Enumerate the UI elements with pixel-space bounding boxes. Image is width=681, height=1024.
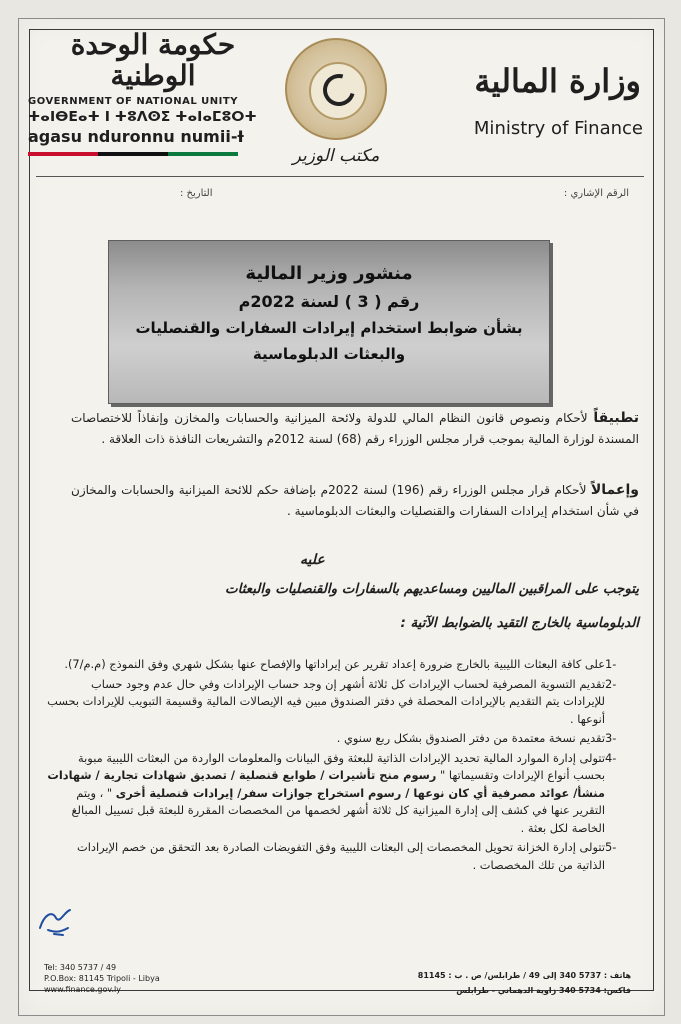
circular-title: منشور وزير المالية xyxy=(245,263,413,284)
footer-pobox: P.O.Box: 81145 Tripoli - Libya xyxy=(44,974,160,983)
preamble-paragraph-2: وإعمالاً لأحكام قرار مجلس الوزراء رقم (196) لسنة 2022م بإضافة حكم للائحة الميزانية والحسابات والمخازن في شأن استخدام إيرادات السفارات والقنصليات والبعثات الدبلوماسية . xyxy=(71,482,639,518)
preamble-paragraph-1: تطبيقاً لأحكام ونصوص قانون النظام المالي للدولة ولائحة الميزانية والحسابات والمخازن وإنفاذاً للاختصاصات المسندة لوزارة المالية بموجب قرار مجلس الوزراء رقم (68) لسنة 2012م والتشريعات النافذة ذات العلاقة . xyxy=(71,410,639,446)
rules-list xyxy=(47,656,637,876)
reference-number-label: الرقم الإشاري : xyxy=(563,188,629,199)
handwritten-signature-icon xyxy=(34,900,78,942)
footer-contact-en xyxy=(44,962,160,995)
date-label: التاريخ : xyxy=(180,188,213,199)
circular-subject-cont: والبعثات الدبلوماسية xyxy=(252,345,406,363)
circular-title-box xyxy=(108,240,550,404)
header-divider xyxy=(36,176,644,177)
footer-fax-ar: فاكس: 5734 340 زاوية الدهماني - طرابلس xyxy=(456,986,631,995)
government-name-arabic: حكومة الوحدة الوطنية xyxy=(70,28,236,92)
minister-office-label: مكتب الوزير xyxy=(292,146,380,166)
circular-number: رقم ( 3 ) لسنة 2022م xyxy=(238,292,420,311)
list-item: -1 على كافة البعثات الليبية بالخارج ضرورة إعداد تقرير عن إيراداتها والإفصاح عنها بشكل شهري وفق النموذج (م.م/7). xyxy=(64,657,617,671)
government-name-tifinagh: ⵜⴰⵏⴱⴹⴰⵜ ⵏ ⵜⵓⴷⵙⵉ ⵜⴰⵏⴰⵎⵓⵔⵜ xyxy=(28,108,257,125)
list-item: -5 تتولى إدارة الخزانة تحويل المخصصات إلى البعثات الليبية وفق التفويضات الصادرة بعد التحقق من خصم الإيرادات الذاتية من تلك المخصصات . xyxy=(76,840,617,872)
footer-website: www.finance.gov.ly xyxy=(44,985,121,994)
list-item: -2 تقديم التسوية المصرفية لحساب الإيرادات كل ثلاثة أشهر إن وجد حساب الإيرادات وفي حال عدم وجود حساب للإيرادات يتم التقديم بالإيرادات المحصلة في دفتر الصندوق مبين فيه الإيصالات المالية وقسيمة التبويب للإيرادات بحسب أنوعها . xyxy=(47,676,617,726)
directive-line-2: الدبلوماسية بالخارج التقيد بالضوابط الآتية : xyxy=(400,616,639,631)
list-item: -4 تتولى إدارة الموارد المالية تحديد الإيرادات الذاتية للبعثة وفق البيانات والمعلومات الواردة من البعثات الليبية مبوبة بحسب أنواع الإيرادات وتقسيماتها " رسوم منح تأشيرات / طوابع قنصلية / تصديق شهادات تجارية / شهادات منشأ/ عوائد مصرفية أي كان نوعها / رسوم استخراج جوازات سفر/ إيرادات قنصلية أخرى " ، ويتم التقرير عنها في كشف إلى إدارة الميزانية كل ثلاثة أشهر لخصمها من المخصصات المقررة للبعثة قبل تسييل المبالغ الخاصة لكل بعثة . xyxy=(47,750,617,835)
list-item: -3 تقديم نسخة معتمدة من دفتر الصندوق بشكل ربع سنوي . xyxy=(336,731,617,745)
therefore-heading: عليه xyxy=(300,552,325,568)
ministry-name-arabic: وزارة المالية xyxy=(474,62,641,100)
circular-subject: بشأن ضوابط استخدام إيرادات السفارات والقنصليات xyxy=(135,319,523,337)
footer-phone-ar: هاتف : 5737 340 إلى 49 / طرابلس/ ص . ب : 81145 xyxy=(417,971,631,980)
footer-tel: Tel: 340 5737 / 49 xyxy=(44,963,117,972)
flag-stripe xyxy=(28,152,238,156)
government-name-amazigh: agasu nduronnu numii-Ɨ xyxy=(28,126,244,146)
footer-contact-ar xyxy=(418,968,631,998)
government-logo-block xyxy=(28,30,278,156)
directive-line-1: يتوجب على المراقبين الماليين ومساعديهم بالسفارات والقنصليات والبعثات xyxy=(225,582,639,597)
ministry-name-english: Ministry of Finance xyxy=(473,118,643,139)
state-emblem-icon xyxy=(285,38,387,140)
government-name-english: GOVERNMENT OF NATIONAL UNITY xyxy=(28,95,238,107)
